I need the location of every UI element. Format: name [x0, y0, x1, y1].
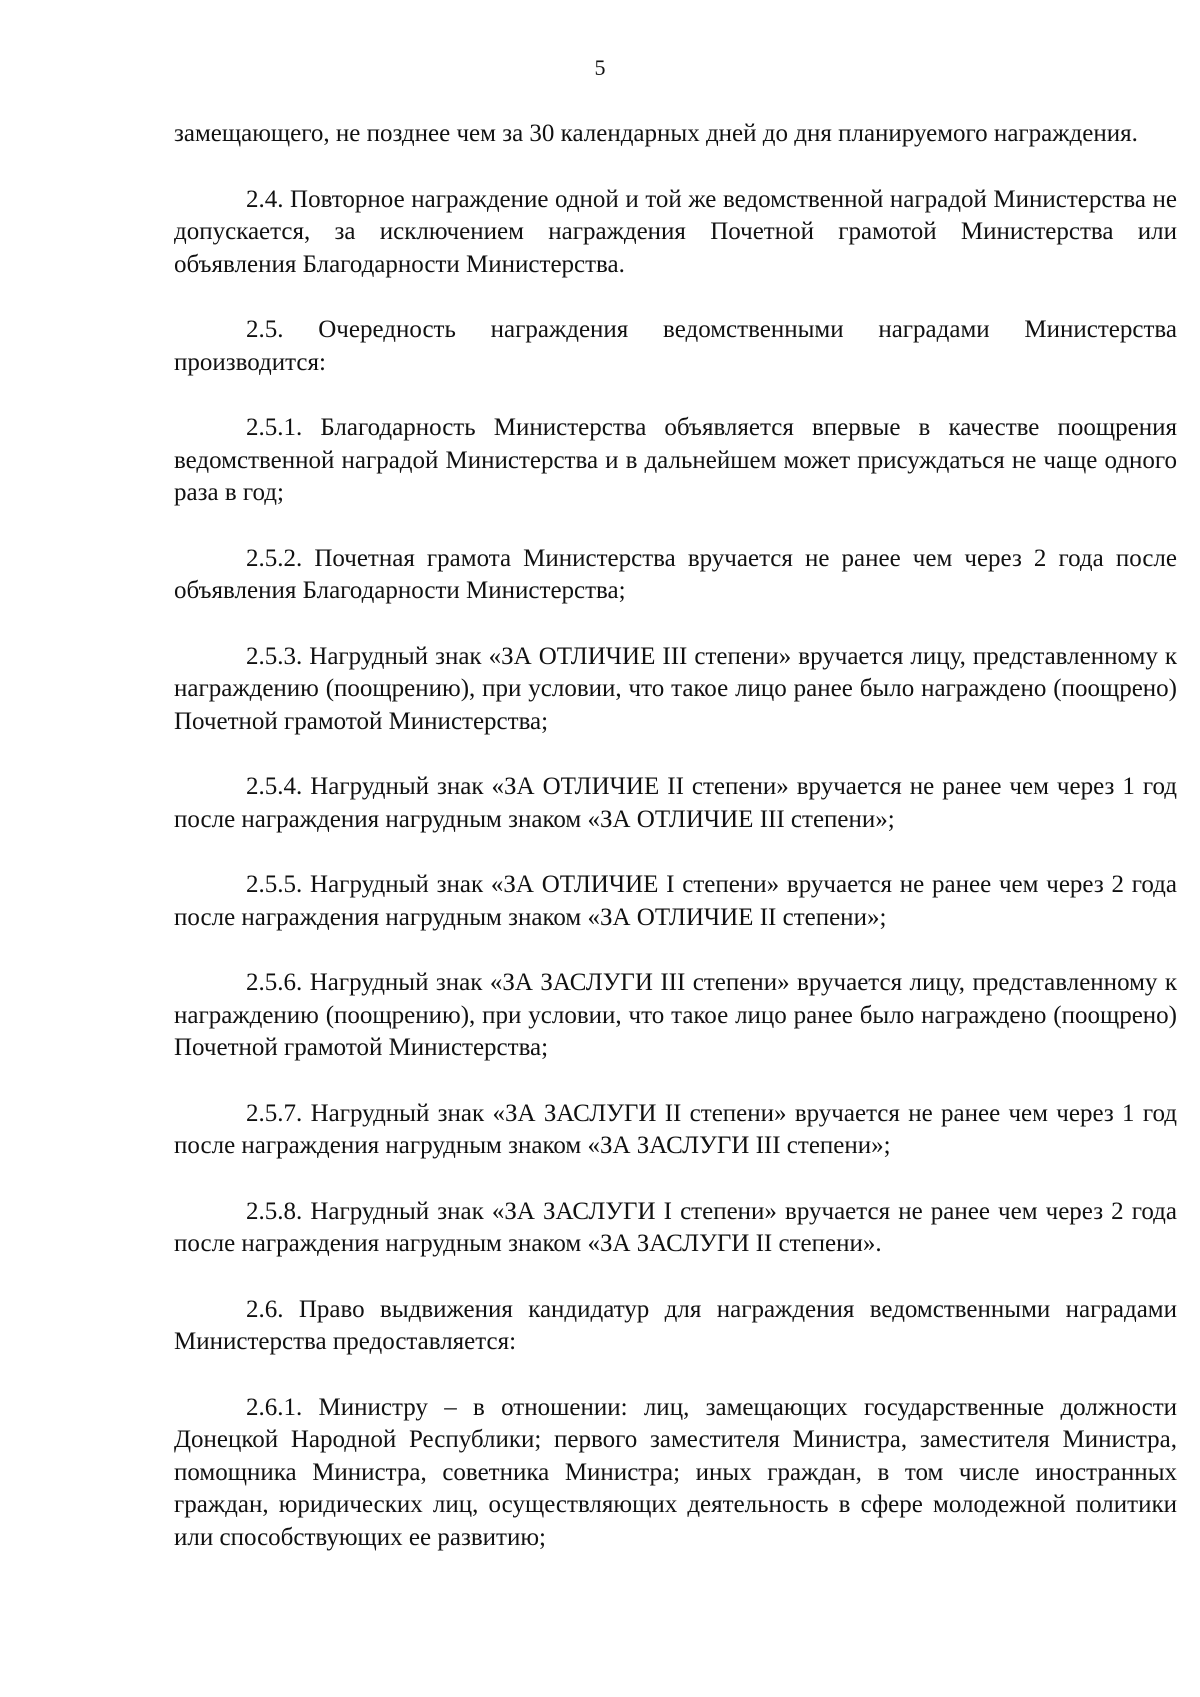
paragraph-continuation: замещающего, не позднее чем за 30 календарных дней до дня планируемого награждения.: [174, 120, 1138, 147]
paragraph-2-5-2: 2.5.2. Почетная грамота Министерства вручается не ранее чем через 2 года после объявления Благодарности Министерства;: [174, 544, 1177, 604]
paragraph-2-5-3: 2.5.3. Нагрудный знак «ЗА ОТЛИЧИЕ III степени» вручается лицу, представленному к награждению (поощрению), при условии, что такое лицо ранее было награждено (поощрено) Почетной грамотой Министерства;: [174, 642, 1177, 735]
paragraph-2-6: 2.6. Право выдвижения кандидатур для награждения ведомственными наградами Министерства предоставляется:: [174, 1295, 1177, 1355]
paragraph-2-5-6: 2.5.6. Нагрудный знак «ЗА ЗАСЛУГИ III степени» вручается лицу, представленному к награждению (поощрению), при условии, что такое лицо ранее было награждено (поощрено) Почетной грамотой Министерства;: [174, 969, 1177, 1061]
paragraph-2-5-4: 2.5.4. Нагрудный знак «ЗА ОТЛИЧИЕ II степени» вручается не ранее чем через 1 год после награждения нагрудным знаком «ЗА ОТЛИЧИЕ III степени»;: [174, 773, 1177, 833]
paragraph-2-5-1: 2.5.1. Благодарность Министерства объявляется впервые в качестве поощрения ведомственной наградой Министерства и в дальнейшем может присуждаться не чаще одного раза в год;: [174, 414, 1177, 506]
paragraph-2-5-8: 2.5.8. Нагрудный знак «ЗА ЗАСЛУГИ I степени» вручается не ранее чем через 2 года после награждения нагрудным знаком «ЗА ЗАСЛУГИ II степени».: [174, 1197, 1177, 1257]
paragraph-2-5: 2.5. Очередность награждения ведомственными наградами Министерства производится:: [174, 316, 1177, 376]
page-number: 5: [594, 55, 606, 80]
document-body: [174, 118, 1177, 1554]
paragraph-2-6-1: 2.6.1. Министру – в отношении: лиц, замещающих государственные должности Донецкой Народной Республики; первого заместителя Министра, заместителя Министра, помощника Министра, советника Министра; иных граждан, в том числе иностранных граждан, юридических лиц, осуществляющих деятельность в сфере молодежной политики или способствующих ее развитию;: [174, 1393, 1177, 1551]
paragraph-2-4: 2.4. Повторное награждение одной и той же ведомственной наградой Министерства не допускается, за исключением награждения Почетной грамотой Министерства или объявления Благодарности Министерства.: [174, 185, 1177, 278]
paragraph-2-5-7: 2.5.7. Нагрудный знак «ЗА ЗАСЛУГИ II степени» вручается не ранее чем через 1 год после награждения нагрудным знаком «ЗА ЗАСЛУГИ III степени»;: [174, 1099, 1177, 1159]
paragraph-2-5-5: 2.5.5. Нагрудный знак «ЗА ОТЛИЧИЕ I степени» вручается не ранее чем через 2 года после награждения нагрудным знаком «ЗА ОТЛИЧИЕ II степени»;: [174, 871, 1177, 931]
